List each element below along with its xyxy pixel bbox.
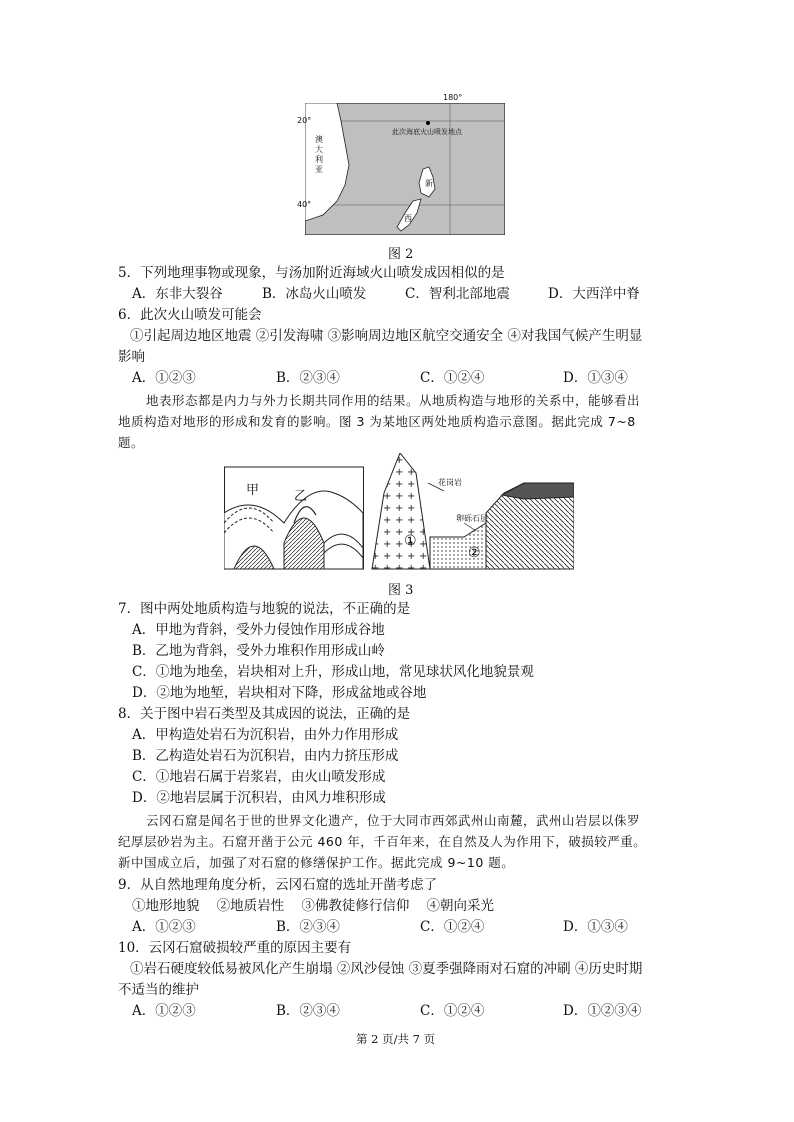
passage1-line1: 地表形态都是内力与外力长期共同作用的结果。从地质构造与地形的关系中，能够看出 [146,393,641,408]
q8-stem: 8．关于图中岩石类型及其成因的说法，正确的是 [118,706,411,722]
q7-stem: 7．图中两处地质构造与地貌的说法，不正确的是 [118,601,411,617]
q8-option-c: C．①地岩石属于岩浆岩，由火山喷发形成 [132,769,386,785]
lon-180-label: 180° [443,93,463,102]
q6-stem: 6．此次火山喷发可能会 [118,307,262,323]
passage1-line3: 题。 [118,435,145,450]
q10-option-c: C．①②④ [420,1003,485,1019]
figure-3-diagram [224,453,574,570]
label-limestone: 卵砾石层 [456,514,488,523]
label-1: ① [404,533,417,549]
figure-2-caption: 图 2 [388,247,414,262]
q6-option-a: A．①②③ [132,370,196,386]
label-2: ② [468,545,481,561]
q9-option-a: A．①②③ [132,919,196,935]
q9-stem: 9．从自然地理角度分析，云冈石窟的选址开凿考虑了 [118,877,438,893]
q9-option-d: D．①③④ [563,919,628,935]
figure-3-caption: 图 3 [388,583,414,598]
q5-option-d: D．大西洋中脊 [548,286,640,302]
q7-option-c: C．①地为地垒，岩块相对上升，形成山地，常见球状风化地貌景观 [132,664,534,680]
q8-option-a: A．甲构造处岩石为沉积岩，由外力作用形成 [132,727,399,743]
q7-option-b: B．乙地为背斜，受外力堆积作用形成山岭 [132,643,385,659]
q5-option-c: C．智利北部地震 [405,286,510,302]
q6-items-line2: 影响 [118,349,145,365]
q6-option-b: B．②③④ [276,370,340,386]
q6-items-line1: ①引起周边地区地震 ②引发海啸 ③影响周边地区航空交通安全 ④对我国气候产生明显 [130,328,643,344]
label-jia: 甲 [246,483,260,498]
q10-option-d: D．①②③④ [563,1003,642,1019]
q10-items-line2: 不适当的维护 [118,982,199,998]
q5-option-b: B．冰岛火山喷发 [262,286,367,302]
figure-2-map [297,93,505,235]
lat-40-label: 40° [297,200,312,209]
q10-stem: 10．云冈石窟破损较严重的原因主要有 [118,940,352,956]
page-footer: 第 2 页/共 7 页 [356,1032,436,1046]
q10-option-a: A．①②③ [132,1003,196,1019]
q9-option-b: B．②③④ [276,919,340,935]
q9-items: ①地形地貌 ②地质岩性 ③佛教徒修行信仰 ④朝向采光 [132,898,494,914]
q5-stem: 5．下列地理事物或现象，与汤加附近海域火山喷发成因相似的是 [118,265,505,281]
q7-option-a: A．甲地为背斜，受外力侵蚀作用形成谷地 [132,622,385,638]
q10-option-b: B．②③④ [276,1003,340,1019]
nz-north-label: 新 [425,179,433,188]
q8-option-d: D．②地岩层属于沉积岩，由风力堆积形成 [132,790,386,806]
q6-option-c: C．①②④ [420,370,485,386]
q7-option-d: D．②地为地堑，岩块相对下降，形成盆地或谷地 [132,685,427,701]
australia-label: 澳 大 利 亚 [315,135,323,174]
lat-20-label: 20° [297,116,312,125]
passage2-line1: 云冈石窟是闻名于世的世界文化遗产，位于大同市西郊武州山南麓，武州山岩层以侏罗 [146,813,641,828]
q5-option-a: A．东非大裂谷 [132,286,223,302]
q6-option-d: D．①③④ [563,370,628,386]
passage1-line2: 地质构造对地形的形成和发育的影响。图 3 为某地区两处地质构造示意图。据此完成 7~8 [118,414,636,429]
passage2-line2: 纪厚层砂岩为主。石窟开凿于公元 460 年，千百年来，在自然及人为作用下，破损较严重。 [118,834,647,849]
q10-items-line1: ①岩石硬度较低易被风化产生崩塌 ②风沙侵蚀 ③夏季强降雨对石窟的冲刷 ④历史时期 [130,961,643,977]
label-granite: 花岗岩 [438,478,462,487]
label-yi: 乙 [294,489,308,504]
nz-south-label: 西 [404,214,412,223]
q8-option-b: B．乙构造处岩石为沉积岩，由内力挤压形成 [132,748,399,764]
eruption-point-label: 此次海底火山喷发地点 [392,128,462,136]
passage2-line3: 新中国成立后，加强了对石窟的修缮保护工作。据此完成 9~10 题。 [118,855,515,870]
q9-option-c: C．①②④ [420,919,485,935]
